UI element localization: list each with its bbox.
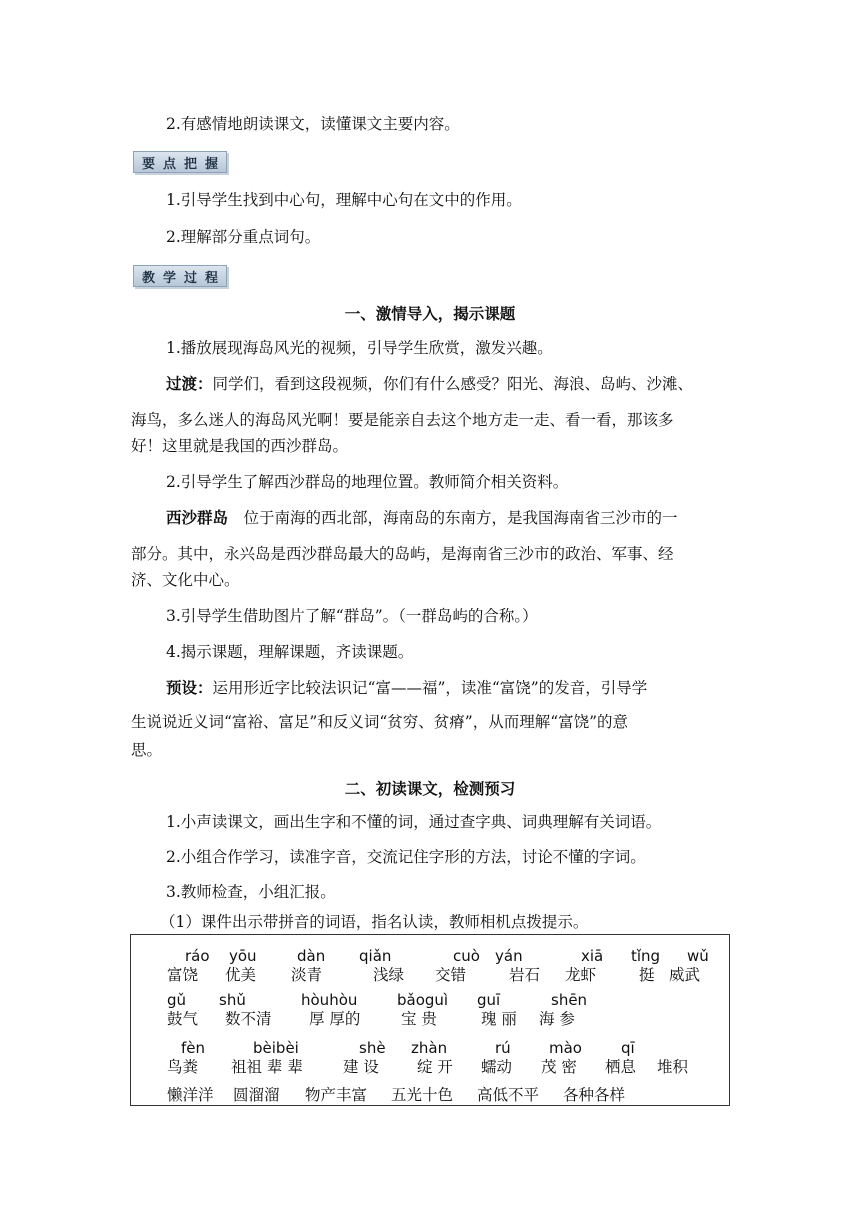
badge-char: 过 — [183, 270, 197, 286]
vocab-word: 厚 厚的 — [309, 1010, 361, 1028]
goal-line-2: 2.有感情地朗读课文，读懂课文主要内容。 — [166, 115, 460, 133]
xisha-line-1 — [166, 508, 678, 528]
pinyin: dàn — [297, 947, 326, 965]
xisha-line-3: 济、文化中心。 — [131, 571, 240, 589]
vocab-word: 挺 — [639, 966, 655, 984]
preset-text: 运用形近字比较法识记“富——福”，读准“富饶”的发音，引导学 — [212, 679, 648, 697]
pinyin: ráo — [185, 947, 210, 965]
step1-item-3: 3.引导学生借助图片了解“群岛”。（一群岛屿的合称。） — [166, 607, 538, 625]
vocab-word: 茂 密 — [541, 1058, 577, 1076]
preset-line-3: 思。 — [131, 741, 163, 759]
vocab-word: 浅绿 — [373, 966, 405, 984]
vocab-word: 懒洋洋 — [167, 1086, 214, 1104]
vocab-word: 各种各样 — [563, 1086, 626, 1104]
step1-item-4: 4.揭示课题，理解课题，齐读课题。 — [166, 643, 414, 661]
pinyin: tǐng — [631, 947, 661, 965]
badge-char: 程 — [204, 270, 218, 286]
transition-line-1 — [166, 374, 693, 394]
vocab-word: 数不清 — [225, 1010, 272, 1028]
pinyin: qī — [621, 1039, 635, 1057]
section-heading-2: 二、初读课文，检测预习 — [344, 779, 516, 798]
vocab-word: 祖祖 辈 辈 — [231, 1058, 303, 1076]
pinyin: guī — [477, 991, 501, 1009]
vocab-word: 优美 — [225, 966, 257, 984]
badge-char: 要 — [141, 156, 155, 172]
pinyin: mào — [549, 1039, 582, 1057]
vocab-word: 栖息 — [605, 1058, 637, 1076]
step2-item-3: 3.教师检查，小组汇报。 — [166, 883, 336, 901]
vocab-word: 建 设 — [343, 1058, 379, 1076]
pinyin: shè — [359, 1039, 386, 1057]
vocab-word: 绽 开 — [417, 1058, 453, 1076]
vocabulary-box — [130, 934, 730, 1106]
pinyin: shēn — [551, 991, 588, 1009]
teaching-process-badge — [133, 265, 227, 287]
key-points-badge — [133, 151, 227, 173]
badge-char: 教 — [141, 270, 155, 286]
pinyin: xiā — [581, 947, 604, 965]
pinyin: rú — [495, 1039, 511, 1057]
transition-line-3: 好！这里就是我国的西沙群岛。 — [131, 437, 349, 455]
pinyin: bèibèi — [253, 1039, 299, 1057]
pinyin: bǎoguì — [397, 991, 449, 1009]
preset-line-1 — [166, 678, 647, 698]
transition-line-2: 海鸟，多么迷人的海岛风光啊！要是能亲自去这个地方走一走、看一看，那该多 — [131, 411, 674, 429]
pinyin: qiǎn — [359, 947, 392, 965]
vocab-word: 五光十色 — [391, 1086, 454, 1104]
step1-item-1: 1.播放展现海岛风光的视频，引导学生欣赏，激发兴趣。 — [166, 339, 553, 357]
xisha-line-2: 部分。其中，永兴岛是西沙群岛最大的岛屿，是海南省三沙市的政治、军事、经 — [131, 545, 674, 563]
step2-item-1: 1.小声读课文，画出生字和不懂的词，通过查字典、词典理解有关词语。 — [166, 813, 662, 831]
vocab-word: 富饶 — [167, 966, 199, 984]
pinyin: wǔ — [687, 947, 709, 965]
vocab-word: 堆积 — [657, 1058, 689, 1076]
key-point-1: 1.引导学生找到中心句，理解中心句在文中的作用。 — [166, 191, 522, 209]
pinyin: zhàn — [411, 1039, 448, 1057]
step2-item-2: 2.小组合作学习，读准字音，交流记住字形的方法，讨论不懂的字词。 — [166, 848, 646, 866]
badge-char: 学 — [162, 270, 176, 286]
step2-item-4: （1）课件出示带拼音的词语，指名认读，教师相机点拨提示。 — [160, 913, 589, 931]
xisha-label: 西沙群岛 — [166, 508, 229, 527]
preset-line-2: 生说说近义词“富裕、富足”和反义词“贫穷、贫瘠”，从而理解“富饶”的意 — [131, 713, 629, 731]
preset-label: 预设： — [166, 678, 213, 697]
transition-text: 同学们，看到这段视频，你们有什么感受？阳光、海浪、岛屿、沙滩、 — [212, 375, 694, 393]
pinyin: shǔ — [219, 991, 246, 1009]
vocab-word: 高低不平 — [477, 1086, 540, 1104]
pinyin: yōu — [229, 947, 257, 965]
badge-char: 把 — [183, 156, 197, 172]
badge-char: 握 — [204, 156, 218, 172]
pinyin: yán — [495, 947, 523, 965]
vocab-word: 瑰 丽 — [481, 1010, 517, 1028]
vocab-word: 交错 — [435, 966, 467, 984]
vocab-word: 圆溜溜 — [233, 1086, 280, 1104]
vocab-word: 物产丰富 — [305, 1086, 368, 1104]
vocab-word: 淡青 — [291, 966, 323, 984]
section-heading-1: 一、激情导入，揭示课题 — [344, 304, 516, 323]
vocab-word: 鸟粪 — [167, 1058, 199, 1076]
pinyin: hòuhòu — [301, 991, 358, 1009]
step1-item-2: 2.引导学生了解西沙群岛的地理位置。教师简介相关资料。 — [166, 473, 569, 491]
vocab-word: 鼓气 — [167, 1010, 199, 1028]
pinyin: fèn — [181, 1039, 206, 1057]
transition-label: 过渡： — [166, 374, 213, 393]
vocab-word: 宝 贵 — [401, 1010, 437, 1028]
pinyin: gǔ — [167, 991, 187, 1009]
pinyin: cuò — [453, 947, 480, 965]
key-point-2: 2.理解部分重点词句。 — [166, 228, 321, 246]
vocab-word: 龙虾 — [565, 966, 597, 984]
vocab-word: 岩石 — [509, 966, 541, 984]
vocab-word: 蠕动 — [481, 1058, 513, 1076]
badge-char: 点 — [162, 156, 176, 172]
xisha-text: 位于南海的西北部，海南岛的东南方，是我国海南省三沙市的一 — [228, 509, 678, 527]
vocab-word: 威武 — [669, 966, 701, 984]
vocab-word: 海 参 — [539, 1010, 575, 1028]
